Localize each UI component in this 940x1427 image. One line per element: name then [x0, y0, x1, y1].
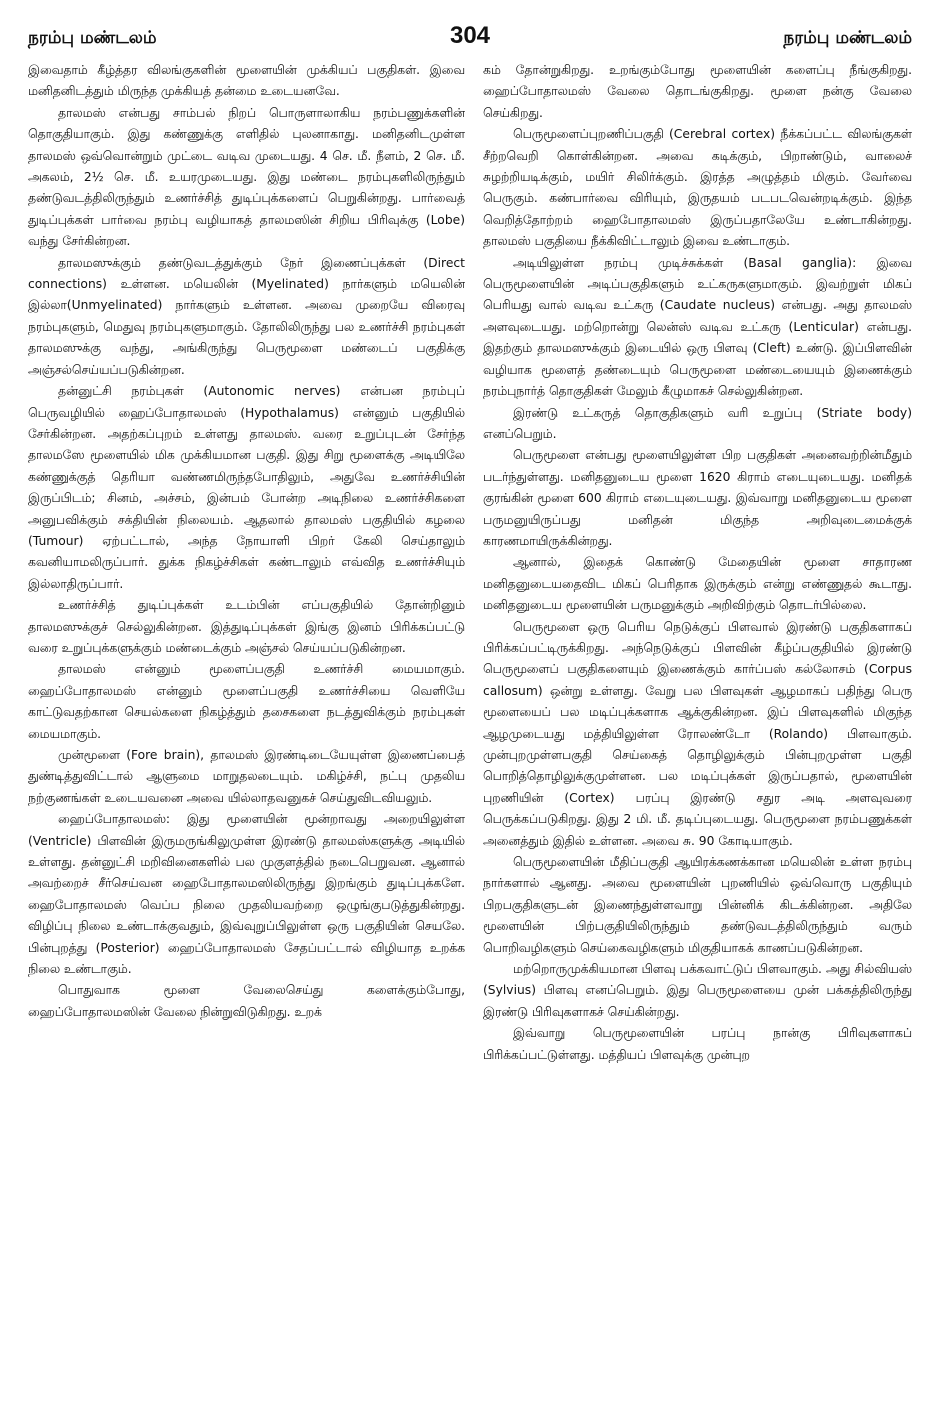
- paragraph: முன்மூளை (Fore brain), தாலமஸ் இரண்டிடையேயுள்ள இணைப்பைத் துண்டித்துவிட்டால் ஆளுமை மாறுதலடையும். மகிழ்ச்சி, நட்பு முதலிய நற்குணங்கள் உடையவனை அவை யில்லாதவனுகச் செய்துவிடவியலும்.: [28, 748, 465, 805]
- paragraph: இவ்வாறு பெருமூளையின் பரப்பு நான்கு பிரிவுகளாகப் பிரிக்கப்பட்டுள்ளது. மத்தியப் பிளவுக்கு முன்புற: [483, 1026, 912, 1062]
- running-head-right: நரம்பு மண்டலம்: [783, 28, 912, 48]
- paragraph: கம் தோன்றுகிறது. உறங்கும்போது மூளையின் களைப்பு நீங்குகிறது. ஹைப்போதாலமஸ் வேலை தொடங்குகிறது. மூளை நன்கு வேலை செய்கிறது.: [483, 63, 912, 120]
- paragraph: மற்றொருமுக்கியமான பிளவு பக்கவாட்டுப் பிளவாகும். அது சில்வியஸ் (Sylvius) பிளவு எனப்பெறும். இது பெருமூளையை முன் பக்கத்திலிருந்து இரண்டு பிரிவுகளாகச் செய்கின்றது.: [483, 962, 912, 1019]
- paragraph: பெருமூளைப்புறணிப்பகுதி (Cerebral cortex) நீக்கப்பட்ட விலங்குகள் சீற்றவெறி கொள்கின்றன. அவை கடிக்கும், பிறாண்டும், வாலைச் சுழற்றியடிக்கும், மயிர் சிலிர்க்கும். இரத்த அழுத்தம் மிகும். வேர்வை பெருகும். கண்பார்வை விரியும், இருதயம் படபடவென்றடிக்கும். இந்த வெறித்தோற்றம் ஹைபோதாலமஸ் இருப்பதாலேயே உண்டாகின்றது. தாலமஸ் பகுதியை நீக்கிவிட்டாலும் இவை உண்டாகும்.: [483, 127, 912, 249]
- paragraph: பெருமூளை என்பது மூளையிலுள்ள பிற பகுதிகள் அனைவற்றின்மீதும் படர்ந்துள்ளது. மனிதனுடைய மூளை 1620 கிராம் எடையுடையது. மனிதக் குரங்கின் மூளை 600 கிராம் எடையுடையது. இவ்வாறு மனிதனுடைய மூளை பருமனுயிருப்பது மனிதன் மிகுந்த அறிவுடைமைக்குக் காரணமாயிருக்கின்றது.: [483, 448, 912, 548]
- paragraph: பெருமூளை ஒரு பெரிய நெடுக்குப் பிளவால் இரண்டு பகுதிகளாகப் பிரிக்கப்பட்டிருக்கிறது. அந்நெடுக்குப் பிளவின் கீழ்ப்பகுதியில் இரண்டு பெருமூளைப் பகுதிகளையும் இணைக்கும் கார்ப்பஸ் கல்லோசம் (Corpus callosum) ஒன்று உள்ளது. வேறு பல பிளவுகள் ஆழமாகப் பதிந்து பெரு மூளையைப் பல மடிப்புக்களாக ஆக்குகின்றன. இப் பிளவுகளில் மிகுந்த ஆழமுடையது மத்தியிலுள்ள ரோலண்டோ (Rolando) பிளவாகும். முன்புறமுள்ளபகுதி செய்கைத் தொழிலுக்கும் பின்புறமுள்ள பகுதி பொறித்தொழிலுக்குமுள்ளன. பல மடிப்புக்கள் இருப்பதால், மூளையின் புறணியின் (Cortex) பரப்பு இரண்டு சதுர அடி அளவுவரை பெருக்கப்படுகிறது. இது 2 மி. மீ. தடிப்புடையது. பெருமூளை நரம்பணுக்கள் அனைத்தும் இதில் உள்ளன. அவை சு. 90 கோடியாகும்.: [483, 619, 912, 848]
- paragraph: இரண்டு உட்கருத் தொகுதிகளும் வரி உறுப்பு (Striate body) எனப்பெறும்.: [483, 405, 912, 441]
- paragraph: பெருமூளையின் மீதிப்பகுதி ஆயிரக்கணக்கான மயெலின் உள்ள நரம்பு நார்களால் ஆனது. அவை மூளையின் புறணியில் ஒவ்வொரு பகுதியும் பிறபகுதிகளுடன் இணைந்துள்ளவாறு பின்னிக் கிடக்கின்றன. அதிலே மூளையின் பிற்பகுதியிலிருந்தும் தண்டுவடத்திலிருந்தும் வரும் பொறிவழிகளும் செய்கைவழிகளும் மிகுதியாகக் காணப்படுகின்றன.: [483, 855, 912, 955]
- paragraph: தாலமஸ் என்னும் மூளைப்பகுதி உணர்ச்சி மையமாகும். ஹைப்போதாலமஸ் என்னும் மூளைப்பகுதி உணர்ச்சியை வெளியே காட்டுவதற்கான செயல்களை நிகழ்த்தும் தசைகளை நடத்துவிக்கும் நரம்புகள் மையமாகும்.: [28, 662, 465, 741]
- paragraph: ஆனால், இதைக் கொண்டு மேதையின் மூளை சாதாரண மனிதனுடையதைவிட மிகப் பெரிதாக இருக்கும் என்று எண்ணுதல் கூடாது. மனிதனுடைய மூளையின் பருமனுக்கும் அறிவிற்கும் தொடர்பில்லை.: [483, 555, 912, 613]
- paragraph: தாலமஸுக்கும் தண்டுவடத்துக்கும் நேர் இணைப்புக்கள் (Direct connections) உள்ளன. மயெலின் (Myelinated) நார்களும் மயெலின் இல்லா(Unmyelinated) நார்களும் உள்ளன. அவை முறையே விரைவு நரம்புகளும், மெதுவு நரம்புகளுமாகும். தோலிலிருந்து பல உணர்ச்சி நரம்புகள் தாலமஸுக்கு வந்து, அங்கிருந்து பெருமூளை மண்டைப் பகுதிக்கு அஞ்சல்செய்யப்படுகின்றன.: [28, 255, 465, 377]
- paragraph: உணர்ச்சித் துடிப்புக்கள் உடம்பின் எப்பகுதியில் தோன்றினும் தாலமஸுக்குச் செல்லுகின்றன. இத்துடிப்புக்கள் இங்கு இனம் பிரிக்கப்பட்டு வரை உறுப்புக்களுக்கும் மண்டைக்கும் அஞ்சல் செய்யப்படுகின்றன.: [28, 598, 465, 655]
- left-column: [28, 60, 465, 1412]
- page-header: [28, 22, 912, 56]
- running-head-left: நரம்பு மண்டலம்: [28, 28, 157, 48]
- paragraph: தன்னுட்சி நரம்புகள் (Autonomic nerves) என்பன நரம்புப் பெருவழியில் ஹைப்போதாலமஸ் (Hypothalamus) என்னும் பகுதியில் சேர்கின்றன. அதற்கப்புறம் உள்ளது தாலமஸ். வரை உறுப்புடன் சேர்ந்த தாலமஸே மூளையில் மிக முக்கியமான பகுதி. இது சிறு மூளைக்கு அடியிலே கண்ணுக்குத் தெரியா வண்ணமிருந்தபோதிலும், அதுவே உணர்ச்சியின் இருப்பிடம்; சினம், அச்சம், இன்பம் போன்ற அடிநிலை உணர்ச்சிகளை அனுபவிக்கும் சக்தியின் நிலையம். ஆதலால் தாலமஸ் பகுதியில் கழலை (Tumour) ஏற்பட்டால், அந்த நோயாளி பிறர் கேலி செய்தாலும் கவனியாமலிருப்பார். துக்க நிகழ்ச்சிகள் கண்டாலும் எவ்வித உணர்ச்சியும் இல்லாதிருப்பார்.: [28, 384, 465, 591]
- paragraph: அடியிலுள்ள நரம்பு முடிச்சுக்கள் (Basal ganglia): இவை பெருமூளையின் அடிப்பகுதிகளும் உட்கருகளுமாகும். இவற்றுள் மிகப் பெரியது வால் வடிவ உட்கரு (Caudate nucleus) என்பது. அது தாலமஸ் அளவுடையது. மற்றொன்று லென்ஸ் வடிவ உட்கரு (Lenticular) என்பது. இதற்கும் தாலமஸுக்கும் இடையில் ஒரு பிளவு (Cleft) உண்டு. இப்பிளவின் வழியாக மூளைத் தண்டையும் பெருமூளை மண்டையையும் இணைக்கும் நரம்புநார்த் தொகுதிகள் மேலும் கீழுமாகச் செல்லுகின்றன.: [483, 255, 912, 399]
- right-column: [483, 60, 912, 1412]
- paragraph: இவைதாம் கீழ்த்தர விலங்குகளின் மூளையின் முக்கியப் பகுதிகள். இவை மனிதனிடத்தும் மிருந்த முக்கியத் தன்மை உடையனவே.: [28, 63, 465, 99]
- page-number: 304: [449, 22, 491, 49]
- paragraph: தாலமஸ் என்பது சாம்பல் நிறப் பொருளாலாகிய நரம்பணுக்களின் தொகுதியாகும். இது கண்ணுக்கு எளிதில் புலனாகாது. மனிதனிடமுள்ள தாலமஸ் ஒவ்வொன்றும் முட்டை வடிவ முடையது. 4 செ. மீ. நீளம், 2 செ. மீ. அகலம், 2½ செ. மீ. உயரமுடையது. இது மண்டை நரம்புகளிலிருந்தும் தண்டுவடத்திலிருந்தும் உணர்ச்சித் துடிப்புக்களைப் பெறுகின்றது. பார்வைத் துடிப்புக்கள் பார்வை நரம்பு வழியாகத் தாலமஸின் சிறிய பிரிவுக்கு (Lobe) வந்து சேர்கின்றன.: [28, 105, 465, 249]
- paragraph: ஹைப்போதாலமஸ்: இது மூளையின் மூன்றாவது அறையிலுள்ள (Ventricle) பிளவின் இருமருங்கிலுமுள்ள இரண்டு தாலமஸ்களுக்கு அடியில் உள்ளது. தன்னுட்சி மறிவினைகளில் பல முகுளத்தில் நடைபெறுவன. ஆனால் அவற்றைச் சீர்செய்வன ஹைபோதாலமஸிலிருந்து இறங்கும் துடிப்புக்களே. ஹைபோதாலமஸ் வெப்ப நிலை முதலியவற்றை ஒழுங்குபடுத்துகின்றது. விழிப்பு நிலை உண்டாக்குவதும், இவ்வுறுப்பிலுள்ள ஒரு பகுதியின் செயலே. பின்புறத்து (Posterior) ஹைப்போதாலமஸ் சேதப்பட்டால் விழியாத உறக்க நிலை உண்டாகும்.: [28, 812, 465, 977]
- paragraph: பொதுவாக மூளை வேலைசெய்து களைக்கும்போது, ஹைப்போதாலமஸின் வேலை நின்றுவிடுகிறது. உறக்: [28, 983, 465, 1019]
